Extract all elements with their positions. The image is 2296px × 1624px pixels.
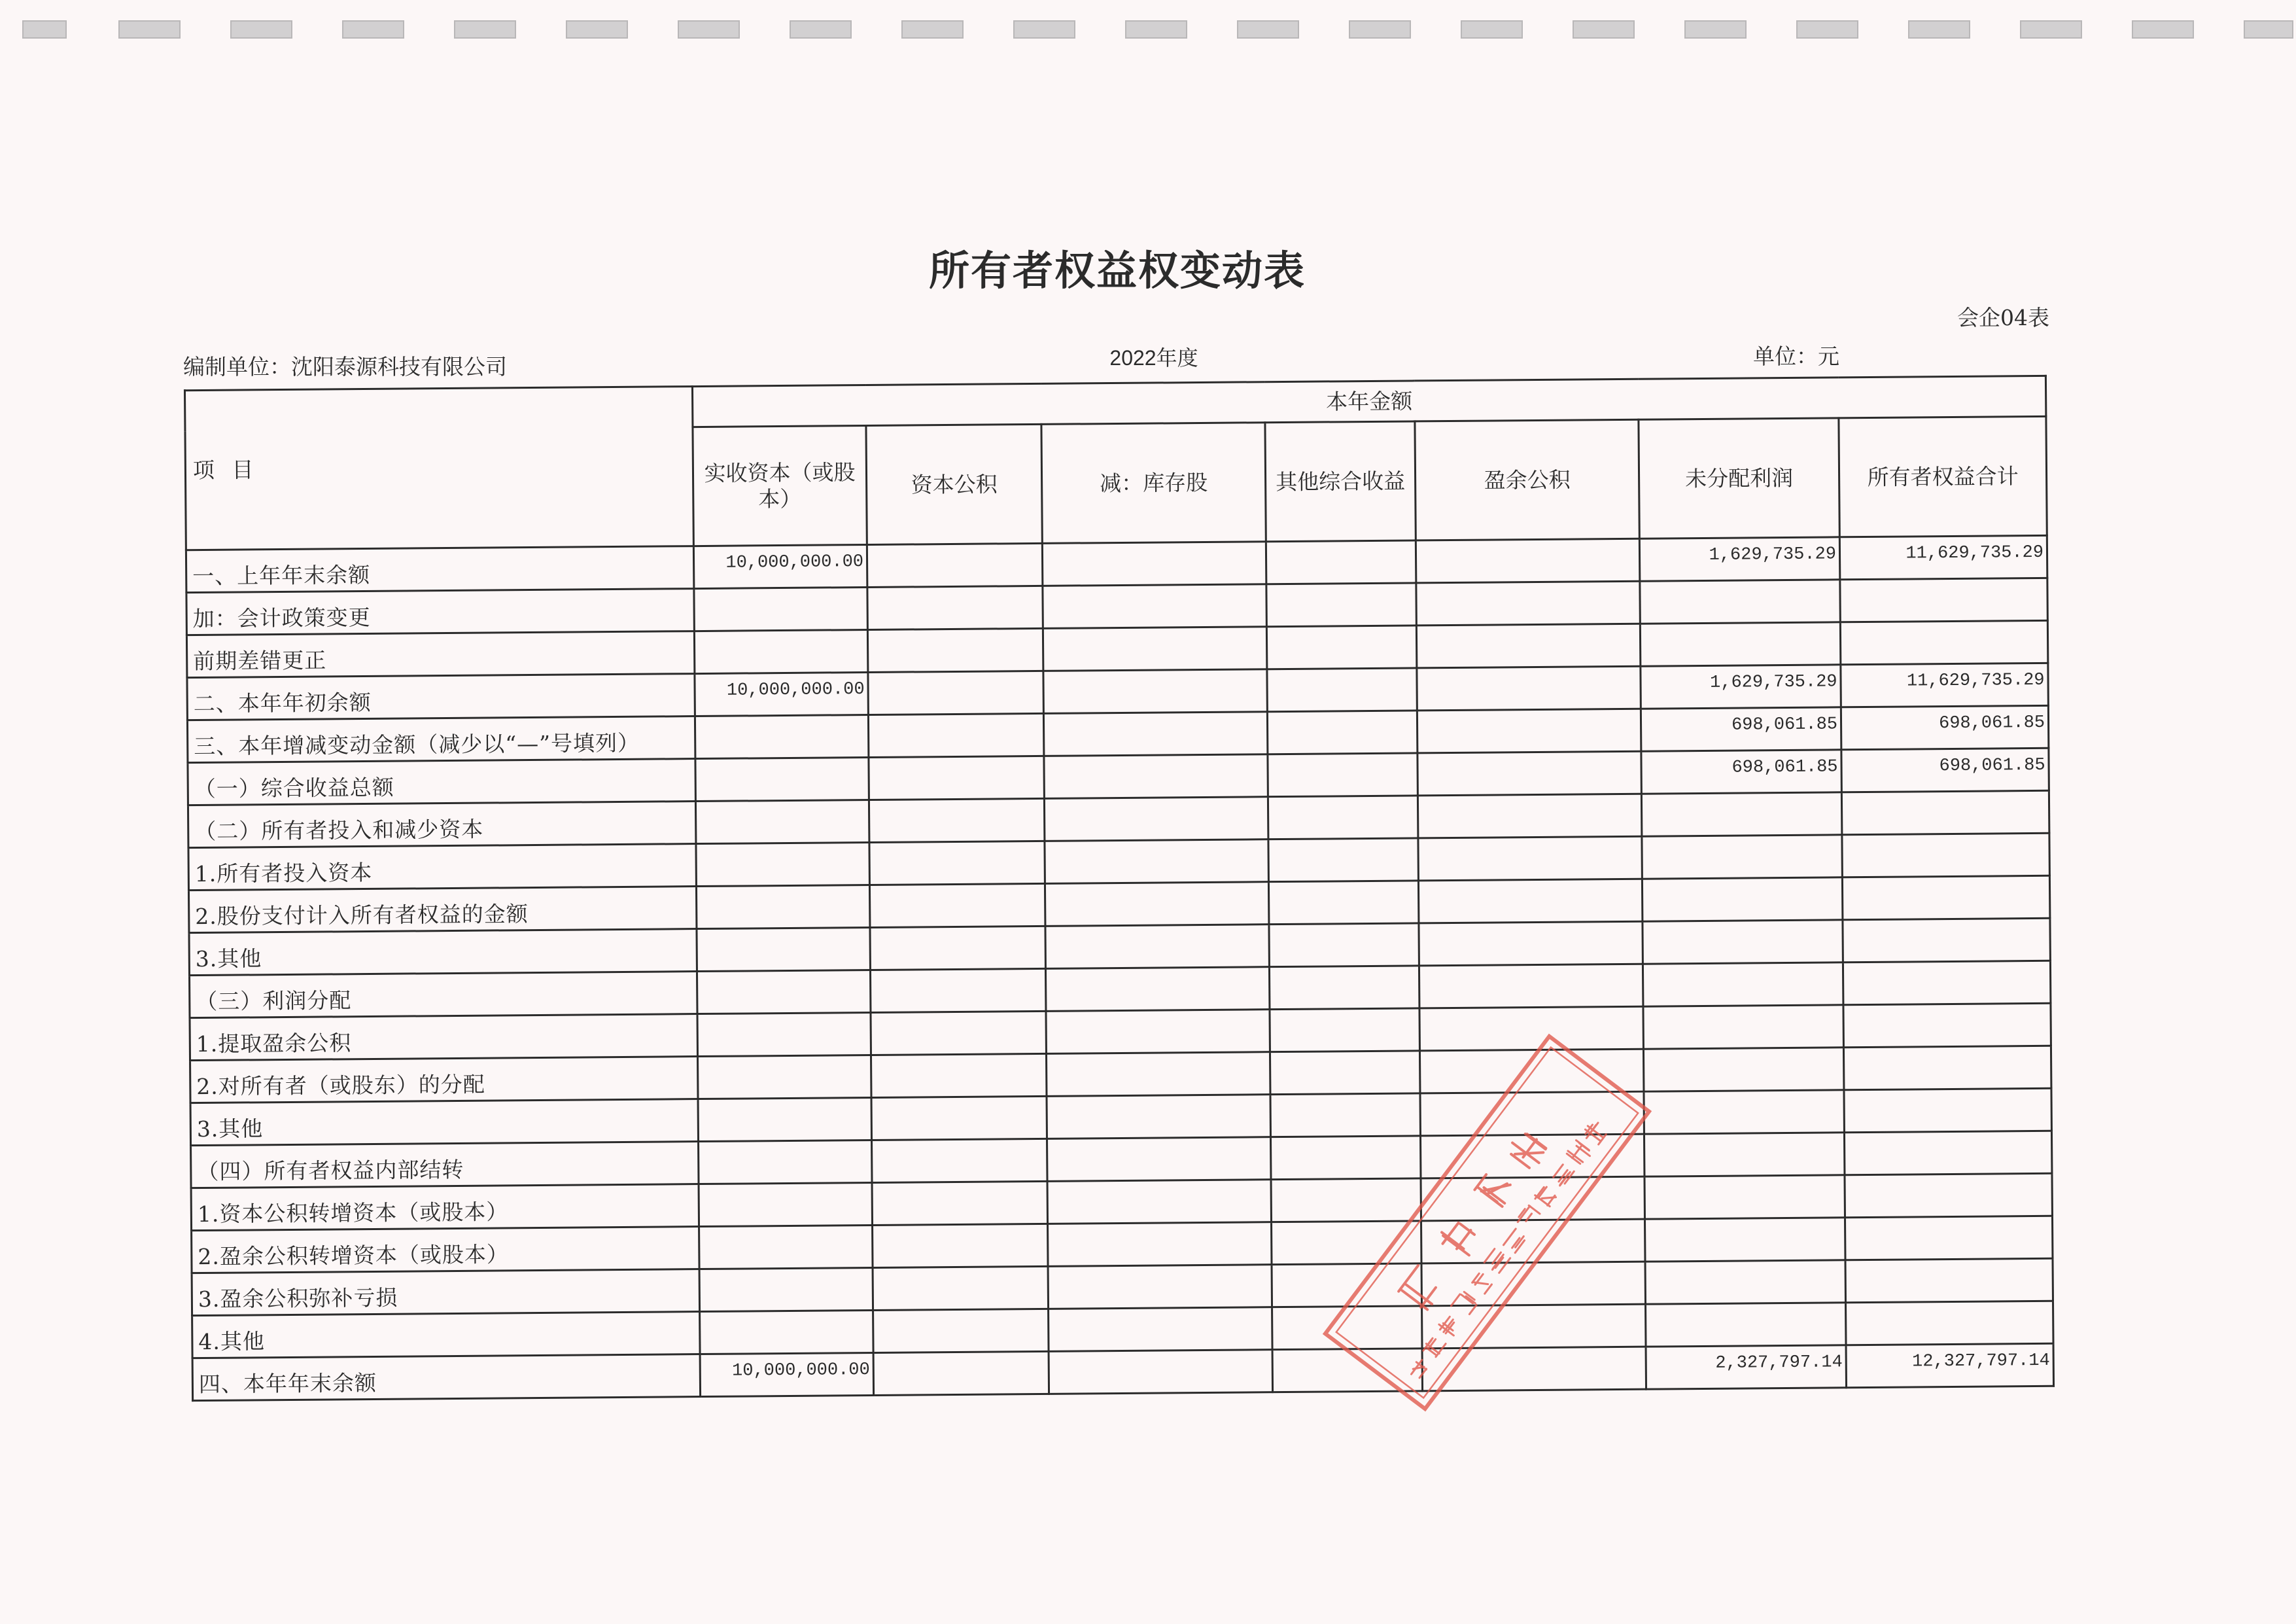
equity-changes-table	[184, 375, 2055, 1402]
amount-cell	[1268, 753, 1418, 797]
amount-cell	[867, 543, 1043, 587]
amount-cell: 698,061.85	[1641, 750, 1842, 794]
seal-glyph	[1399, 1265, 1446, 1312]
amount-cell	[870, 968, 1046, 1012]
amount-cell	[1045, 882, 1268, 927]
amount-cell	[1045, 839, 1268, 884]
column-header-capital-reserve: 资本公积	[866, 424, 1042, 544]
amount-cell	[1419, 921, 1643, 966]
amount-cell	[1043, 584, 1267, 629]
amount-cell	[700, 1310, 874, 1354]
amount-cell	[870, 926, 1046, 970]
equity-statement-sheet	[184, 375, 2053, 1402]
row-label: 1.提取盈余公积	[190, 1014, 697, 1061]
punch-hole-mark	[1684, 20, 1747, 39]
amount-cell	[1843, 918, 2051, 962]
amount-cell	[1045, 967, 1269, 1012]
punch-hole-mark	[1796, 20, 1858, 39]
table-body	[186, 535, 2053, 1400]
row-label: 二、本年年初余额	[187, 674, 695, 720]
amount-cell	[1845, 1216, 2053, 1260]
seal-stroke	[1485, 1284, 1492, 1294]
seal-stroke	[1406, 1284, 1432, 1304]
amount-cell	[1419, 964, 1643, 1008]
amount-cell	[1045, 925, 1269, 969]
amount-cell	[1044, 754, 1268, 799]
amount-cell	[1042, 542, 1266, 586]
amount-cell	[695, 715, 869, 758]
column-header-treasury-stock: 减：库存股	[1041, 423, 1266, 544]
column-header-total-equity: 所有者权益合计	[1839, 416, 2047, 537]
document-title: 所有者权益权变动表	[928, 247, 1306, 294]
row-label: 3.其他	[190, 1099, 698, 1146]
amount-cell	[1046, 1052, 1270, 1097]
amount-cell	[1049, 1350, 1273, 1394]
punch-hole-mark	[1349, 20, 1411, 39]
amount-cell	[697, 927, 871, 971]
amount-cell	[1266, 626, 1417, 669]
amount-cell	[1047, 1137, 1271, 1182]
row-label: （一）综合收益总额	[188, 759, 695, 805]
amount-cell	[1269, 923, 1419, 967]
amount-cell: 1,629,735.29	[1641, 665, 1841, 709]
seal-glyph	[1471, 1272, 1493, 1294]
punch-hole-mark	[454, 20, 516, 39]
amount-cell	[873, 1309, 1049, 1352]
row-label: 2.对所有者（或股东）的分配	[190, 1057, 698, 1103]
row-label: 3.其他	[189, 929, 697, 976]
amount-cell	[873, 1224, 1049, 1267]
amount-cell	[698, 1097, 872, 1141]
amount-cell	[1043, 627, 1267, 671]
row-label: 1.所有者投入资本	[188, 844, 696, 891]
amount-cell	[1643, 1048, 1844, 1091]
seal-stroke	[1511, 1154, 1529, 1168]
amount-cell	[1270, 1093, 1421, 1137]
seal-stroke	[1492, 1258, 1501, 1270]
amount-cell	[697, 970, 871, 1014]
seal-stroke	[1554, 1165, 1563, 1177]
amount-cell	[1043, 712, 1268, 756]
amount-cell	[1270, 1008, 1420, 1052]
amount-cell	[1845, 1173, 2053, 1217]
amount-cell	[1640, 622, 1841, 666]
punch-hole-mark	[22, 20, 67, 39]
seal-glyph	[1474, 1169, 1516, 1209]
amount-cell	[694, 587, 868, 631]
seal-stroke	[1451, 1294, 1459, 1306]
seal-glyph	[1437, 1315, 1461, 1339]
amount-cell	[867, 628, 1043, 672]
amount-cell	[871, 1053, 1047, 1097]
amount-cell	[1047, 1180, 1272, 1224]
seal-glyph	[1566, 1140, 1592, 1166]
amount-cell	[871, 1096, 1047, 1140]
seal-stroke	[1436, 1344, 1446, 1357]
column-header-retained-earnings: 未分配利润	[1639, 418, 1839, 538]
preparer-line	[183, 354, 507, 380]
punch-hole-mark	[790, 20, 852, 39]
amount-cell	[1047, 1095, 1270, 1139]
amount-cell	[868, 671, 1044, 715]
amount-cell: 12,327,797.14	[1846, 1343, 2054, 1387]
amount-cell	[1271, 1178, 1421, 1222]
punch-hole-mark	[2020, 20, 2082, 39]
punch-hole-mark	[1237, 20, 1299, 39]
punch-hole-mark	[1908, 20, 1970, 39]
amount-cell	[697, 1055, 871, 1099]
amount-cell: 11,629,735.29	[1841, 663, 2049, 707]
row-label: （二）所有者投入和减少资本	[188, 802, 695, 848]
amount-cell	[1268, 881, 1419, 925]
row-label: 4.其他	[192, 1312, 700, 1358]
amount-cell	[1266, 583, 1417, 627]
punch-hole-mark	[678, 20, 740, 39]
amount-cell: 698,061.85	[1841, 748, 2049, 792]
amount-cell	[867, 586, 1043, 629]
seal-glyph	[1503, 1229, 1527, 1254]
amount-cell	[1642, 877, 1843, 921]
amount-cell	[1417, 709, 1641, 753]
amount-cell	[695, 757, 869, 801]
amount-cell	[1049, 1307, 1273, 1352]
amount-cell	[699, 1225, 873, 1269]
amount-cell	[1644, 1218, 1845, 1262]
amount-cell	[1417, 666, 1641, 711]
amount-cell	[1643, 1005, 1844, 1049]
form-code: 会企04表	[1957, 305, 2049, 330]
row-label: 1.资本公积转增资本（或股本）	[191, 1184, 699, 1231]
row-label: 2.股份支付计入所有者权益的金额	[188, 887, 696, 933]
amount-cell: 10,000,000.00	[700, 1352, 874, 1396]
seal-glyph	[1516, 1205, 1540, 1229]
amount-cell	[869, 841, 1045, 885]
amount-cell: 1,629,735.29	[1639, 537, 1840, 581]
amount-cell	[1642, 835, 1843, 879]
amount-cell	[1044, 797, 1268, 841]
seal-stroke	[1484, 1249, 1495, 1263]
amount-cell	[1268, 796, 1418, 839]
amount-cell	[1641, 792, 1842, 836]
seal-glyph	[1436, 1217, 1482, 1261]
amount-cell	[697, 1012, 871, 1056]
row-label: 一、上年年末余额	[186, 546, 693, 593]
seal-glyph	[1506, 1129, 1550, 1171]
amount-cell	[868, 713, 1044, 757]
seal-glyph	[1552, 1163, 1574, 1187]
group-header: 本年金额	[692, 376, 2045, 427]
amount-cell	[1267, 711, 1418, 754]
seal-glyph	[1484, 1247, 1510, 1274]
amount-cell: 10,000,000.00	[693, 545, 867, 589]
amount-cell	[1419, 1006, 1644, 1051]
amount-cell	[1842, 833, 2050, 877]
amount-cell	[1643, 962, 1843, 1006]
amount-cell	[1048, 1265, 1272, 1309]
amount-cell	[1643, 920, 1843, 964]
amount-cell	[1843, 1003, 2051, 1047]
amount-cell	[1844, 1131, 2052, 1174]
amount-cell	[1048, 1222, 1272, 1267]
amount-cell	[1644, 1090, 1845, 1134]
amount-cell	[1416, 624, 1640, 668]
amount-cell	[694, 629, 868, 673]
amount-cell	[1841, 790, 2049, 834]
amount-cell: 10,000,000.00	[695, 672, 869, 716]
punch-hole-mark	[230, 20, 292, 39]
punch-hole-mark	[1573, 20, 1635, 39]
amount-cell	[1270, 1136, 1421, 1180]
table-header	[184, 376, 2047, 550]
row-label: 四、本年年末余额	[192, 1354, 700, 1401]
amount-cell: 698,061.85	[1841, 705, 2049, 749]
amount-cell	[1644, 1133, 1845, 1176]
seal-stroke	[1526, 1214, 1532, 1222]
amount-cell	[872, 1181, 1048, 1225]
amount-cell	[1418, 879, 1642, 923]
reporting-period: 2022年度	[1109, 346, 1198, 370]
amount-cell	[869, 756, 1045, 800]
item-header: 项 目	[184, 387, 693, 550]
amount-cell	[1416, 538, 1640, 583]
punch-hole-mark	[118, 20, 181, 39]
amount-cell	[1418, 836, 1642, 881]
amount-cell: 698,061.85	[1641, 707, 1841, 751]
column-header-paid-in-capital: 实收资本（或股本）	[693, 426, 867, 546]
amount-cell	[699, 1267, 873, 1311]
amount-cell	[1418, 751, 1641, 796]
seal-glyph	[1451, 1291, 1478, 1318]
amount-cell	[1269, 966, 1419, 1010]
amount-cell	[1646, 1303, 1847, 1347]
amount-cell	[873, 1266, 1049, 1310]
amount-cell	[1845, 1258, 2053, 1302]
currency-unit: 单位：元	[1753, 344, 1839, 369]
amount-cell	[1270, 1051, 1420, 1095]
punch-hole-mark	[2132, 20, 2194, 39]
amount-cell	[1640, 580, 1841, 624]
seal-stroke	[1469, 1305, 1476, 1314]
amount-cell	[696, 885, 870, 928]
punch-hole-mark	[1461, 20, 1523, 39]
amount-cell	[1046, 1010, 1270, 1054]
amount-cell	[1416, 581, 1641, 626]
punch-hole-mark	[2244, 20, 2293, 39]
amount-cell	[872, 1139, 1048, 1182]
amount-cell	[1267, 668, 1418, 712]
row-label: 2.盈余公积转增资本（或股本）	[192, 1227, 699, 1273]
amount-cell	[1840, 578, 2048, 622]
column-header-other-comprehensive-income: 其他综合收益	[1265, 421, 1416, 542]
seal-glyph	[1422, 1334, 1447, 1359]
row-label: 加：会计政策变更	[186, 589, 694, 635]
seal-stroke	[1503, 1229, 1516, 1245]
amount-cell	[1846, 1301, 2054, 1345]
amount-cell	[1842, 875, 2050, 919]
amount-cell	[696, 842, 870, 886]
amount-cell	[869, 883, 1045, 927]
row-label: （四）所有者权益内部结转	[191, 1142, 699, 1188]
seal-glyph	[1582, 1119, 1609, 1146]
punch-hole-mark	[901, 20, 964, 39]
amount-cell	[871, 1011, 1047, 1055]
row-label: 前期差错更正	[186, 631, 694, 678]
amount-cell	[1043, 669, 1268, 714]
amount-cell	[1844, 1088, 2052, 1132]
seal-glyph	[1533, 1184, 1558, 1209]
amount-cell	[1644, 1175, 1845, 1219]
company-name: 沈阳泰源科技有限公司	[291, 354, 507, 380]
amount-cell	[1843, 961, 2051, 1004]
column-header-surplus-reserve: 盈余公积	[1415, 419, 1639, 540]
amount-cell	[1843, 1046, 2051, 1089]
amount-cell	[1840, 620, 2048, 664]
punch-hole-mark	[1125, 20, 1187, 39]
amount-cell: 11,629,735.29	[1839, 535, 2047, 579]
amount-cell	[1645, 1260, 1846, 1304]
amount-cell	[699, 1182, 873, 1226]
preparer-label: 编制单位：	[183, 354, 291, 380]
amount-cell	[873, 1351, 1049, 1395]
seal-glyph	[1408, 1358, 1429, 1379]
row-label: （三）利润分配	[190, 972, 697, 1018]
amount-cell	[1418, 794, 1641, 838]
row-label: 三、本年增减变动金额（减少以“—”号填列）	[187, 716, 695, 763]
punch-hole-mark	[342, 20, 404, 39]
row-label: 3.盈余公积弥补亏损	[192, 1269, 699, 1316]
punch-hole-mark	[566, 20, 628, 39]
seal-stroke	[1402, 1290, 1427, 1309]
amount-cell	[1266, 540, 1416, 584]
amount-cell	[699, 1140, 873, 1184]
amount-cell	[695, 800, 869, 843]
punch-hole-mark	[1013, 20, 1075, 39]
amount-cell	[1268, 838, 1419, 882]
amount-cell: 2,327,797.14	[1646, 1345, 1847, 1389]
seal-stroke	[1419, 1369, 1426, 1378]
amount-cell	[869, 798, 1045, 842]
